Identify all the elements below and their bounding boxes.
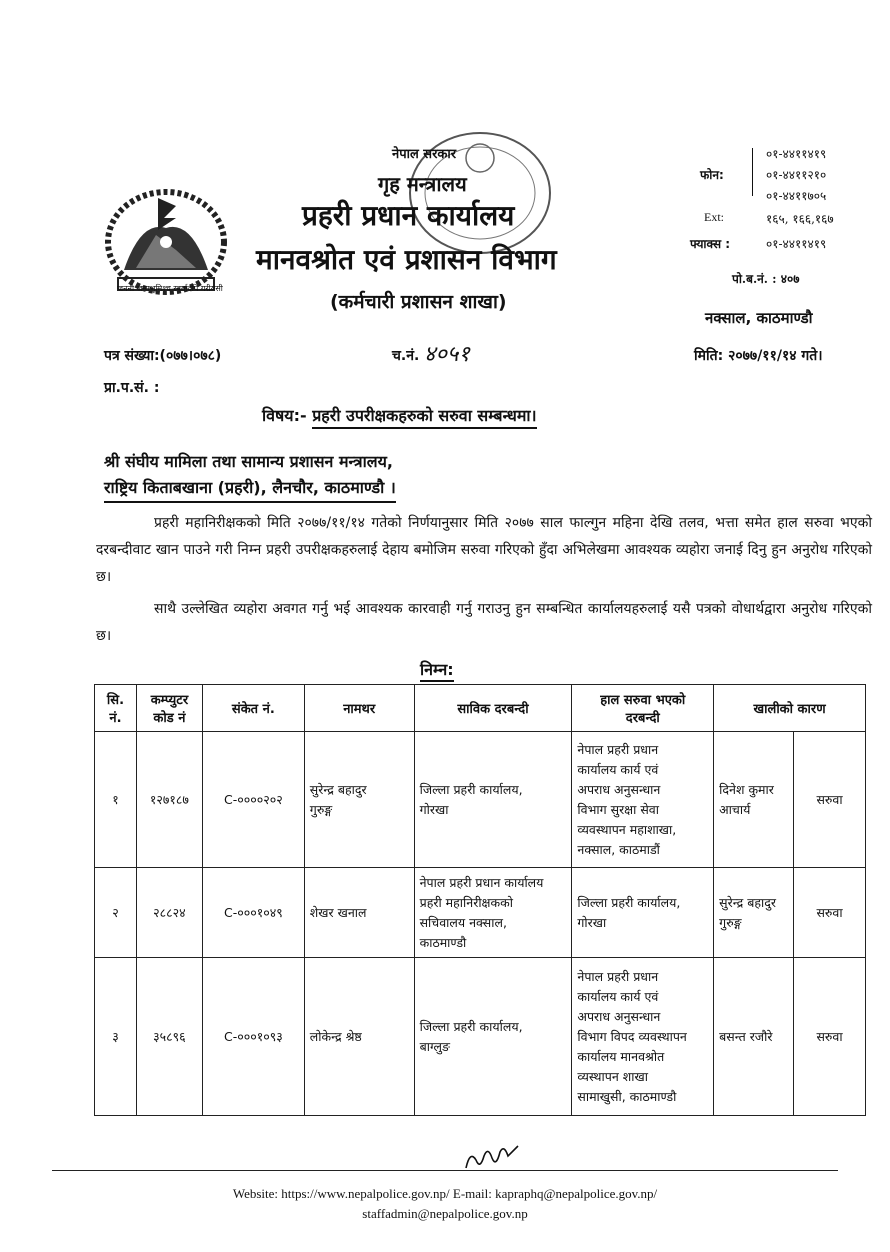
chalani-number: ४०५१ xyxy=(424,342,470,367)
phone-brace xyxy=(752,148,763,196)
subject-label: विषय:- xyxy=(262,406,307,425)
cell-reason: सरुवा xyxy=(794,958,866,1116)
col-header-previous: साविक दरबन्दी xyxy=(414,685,572,732)
prapas: प्रा.प.सं. : xyxy=(104,380,160,396)
cell-previous: जिल्ला प्रहरी कार्यालय, गोरखा xyxy=(414,732,572,868)
department-title: मानवश्रोत एवं प्रशासन विभाग xyxy=(256,243,557,276)
cell-previous: जिल्ला प्रहरी कार्यालय, बाग्लुङ xyxy=(414,958,572,1116)
cell-sanket: C-०००१०९३ xyxy=(202,958,304,1116)
letter-date: मिति: २०७७/११/१४ गते। xyxy=(694,348,823,364)
fax-value: ०१-४४११४१९ xyxy=(766,237,827,251)
footer-divider xyxy=(52,1170,838,1171)
ext-value: १६५, १६६,१६७ xyxy=(766,212,834,226)
transfer-table xyxy=(94,684,866,1116)
col-header-sanket: संकेत नं. xyxy=(202,685,304,732)
phone-label: फोन: xyxy=(700,168,724,182)
table-row xyxy=(95,958,866,1116)
cell-name: सुरेन्द्र बहादुर गुरुङ्ग xyxy=(304,732,414,868)
pobox: पो.ब.नं. : ४०७ xyxy=(732,272,800,286)
ministry-line: गृह मन्त्रालय xyxy=(378,172,467,196)
phone-3: ०१-४४११७०५ xyxy=(766,189,827,203)
office-address: नक्साल, काठमाण्डौ xyxy=(705,309,813,327)
body-paragraph-2: साथै उल्लेखित व्यहोरा अवगत गर्नु भई आवश्यक कारवाही गर्नु गराउनु हुन सम्बन्धित कार्यालयहरुलाई यसै पत्रको वोधार्थद्वारा अनुरोध गरिएको छ। xyxy=(96,601,872,644)
table-row xyxy=(95,732,866,868)
cell-reason: सरुवा xyxy=(794,732,866,868)
footer-line2: staffadmin@nepalpolice.gov.np xyxy=(362,1206,528,1221)
cell-sn: ३ xyxy=(95,958,137,1116)
cell-reason: सरुवा xyxy=(794,868,866,958)
cell-name: लोकेन्द्र श्रेष्ठ xyxy=(304,958,414,1116)
cell-code: २८८२४ xyxy=(136,868,202,958)
office-title: प्रहरी प्रधान कार्यालय xyxy=(302,199,515,232)
ext-label: Ext: xyxy=(704,210,724,224)
cell-sanket: C-००००२०२ xyxy=(202,732,304,868)
cell-name: शेखर खनाल xyxy=(304,868,414,958)
cell-sn: २ xyxy=(95,868,137,958)
subject-text: प्रहरी उपरीक्षकहरुको सरुवा सम्बन्धमा। xyxy=(312,406,536,429)
cell-previous: नेपाल प्रहरी प्रधान कार्यालय प्रहरी महानिरीक्षकको सचिवालय नक्साल, काठमाण्डौ xyxy=(414,868,572,958)
signature-icon xyxy=(462,1142,522,1172)
addressee-line2: राष्ट्रिय किताबखाना (प्रहरी), लैनचौर, काठमाण्डौ । xyxy=(104,476,396,503)
cell-current: नेपाल प्रहरी प्रधान कार्यालय कार्य एवं अपराध अनुसन्धान विभाग विपद व्यवस्थापन कार्यालय मानवश्रोत व्यस्थापन शाखा सामाखुसी, काठमाण्डौ xyxy=(572,958,714,1116)
table-row xyxy=(95,868,866,958)
cell-sn: १ xyxy=(95,732,137,868)
cell-code: १२७१८७ xyxy=(136,732,202,868)
section-title: (कर्मचारी प्रशासन शाखा) xyxy=(330,291,507,313)
chalani-label: च.नं. xyxy=(392,348,420,364)
govt-line: नेपाल सरकार xyxy=(392,147,457,162)
col-header-sn: सि. नं. xyxy=(95,685,137,732)
col-header-name: नामथर xyxy=(304,685,414,732)
footer-line1: Website: https://www.nepalpolice.gov.np/ E-mail: kapraphq@nepalpolice.gov.np/ xyxy=(232,1186,658,1201)
phone-2: ०१-४४११२१० xyxy=(766,168,827,182)
col-header-current: हाल सरुवा भएको दरबन्दी xyxy=(572,685,714,732)
nimna-heading: निम्न: xyxy=(420,658,454,682)
nepal-emblem-icon xyxy=(96,180,236,298)
cell-code: ३५८९६ xyxy=(136,958,202,1116)
cell-sanket: C-०००१०४९ xyxy=(202,868,304,958)
subject-line xyxy=(262,404,537,426)
cell-current: नेपाल प्रहरी प्रधान कार्यालय कार्य एवं अपराध अनुसन्धान विभाग सुरक्षा सेवा व्यवस्थापन महाशाखा, नक्साल, काठमाडौं xyxy=(572,732,714,868)
col-header-code: कम्प्युटर कोड नं xyxy=(136,685,202,732)
addressee-line1: श्री संघीय मामिला तथा सामान्य प्रशासन मन्त्रालय, xyxy=(104,452,393,471)
cell-vacancy-name: बसन्त रजौरे xyxy=(714,958,794,1116)
phone-1: ०१-४४११४१९ xyxy=(766,147,827,161)
cell-current: जिल्ला प्रहरी कार्यालय, गोरखा xyxy=(572,868,714,958)
cell-vacancy-name: दिनेश कुमार आचार्य xyxy=(714,732,794,868)
letter-number: पत्र संख्या:(०७७।०७८) xyxy=(104,348,222,364)
table-header-row xyxy=(95,685,866,732)
fax-label: फ्याक्स : xyxy=(690,237,731,251)
cell-vacancy-name: सुरेन्द्र बहादुर गुरुङ्ग xyxy=(714,868,794,958)
col-header-vacancy: खालीको कारण xyxy=(714,685,866,732)
emblem-caption: जननी जन्मभूमिश्च स्वर्गादपि गरीयसी xyxy=(117,284,223,293)
body-paragraph-1: प्रहरी महानिरीक्षकको मिति २०७७/११/१४ गतेको निर्णयानुसार मिति २०७७ साल फाल्गुन महिना देखि तलव, भत्ता समेत हाल सरुवा भएको दरबन्दीवाट खान पाउने गरी निम्न प्रहरी उपरीक्षकहरुलाई देहाय बमोजिम सरुवा गरिएको हुँदा अभिलेखमा आवश्यक व्यहोरा जनाई दिनु हुन अनुरोध गरिएको छ। xyxy=(96,515,872,585)
